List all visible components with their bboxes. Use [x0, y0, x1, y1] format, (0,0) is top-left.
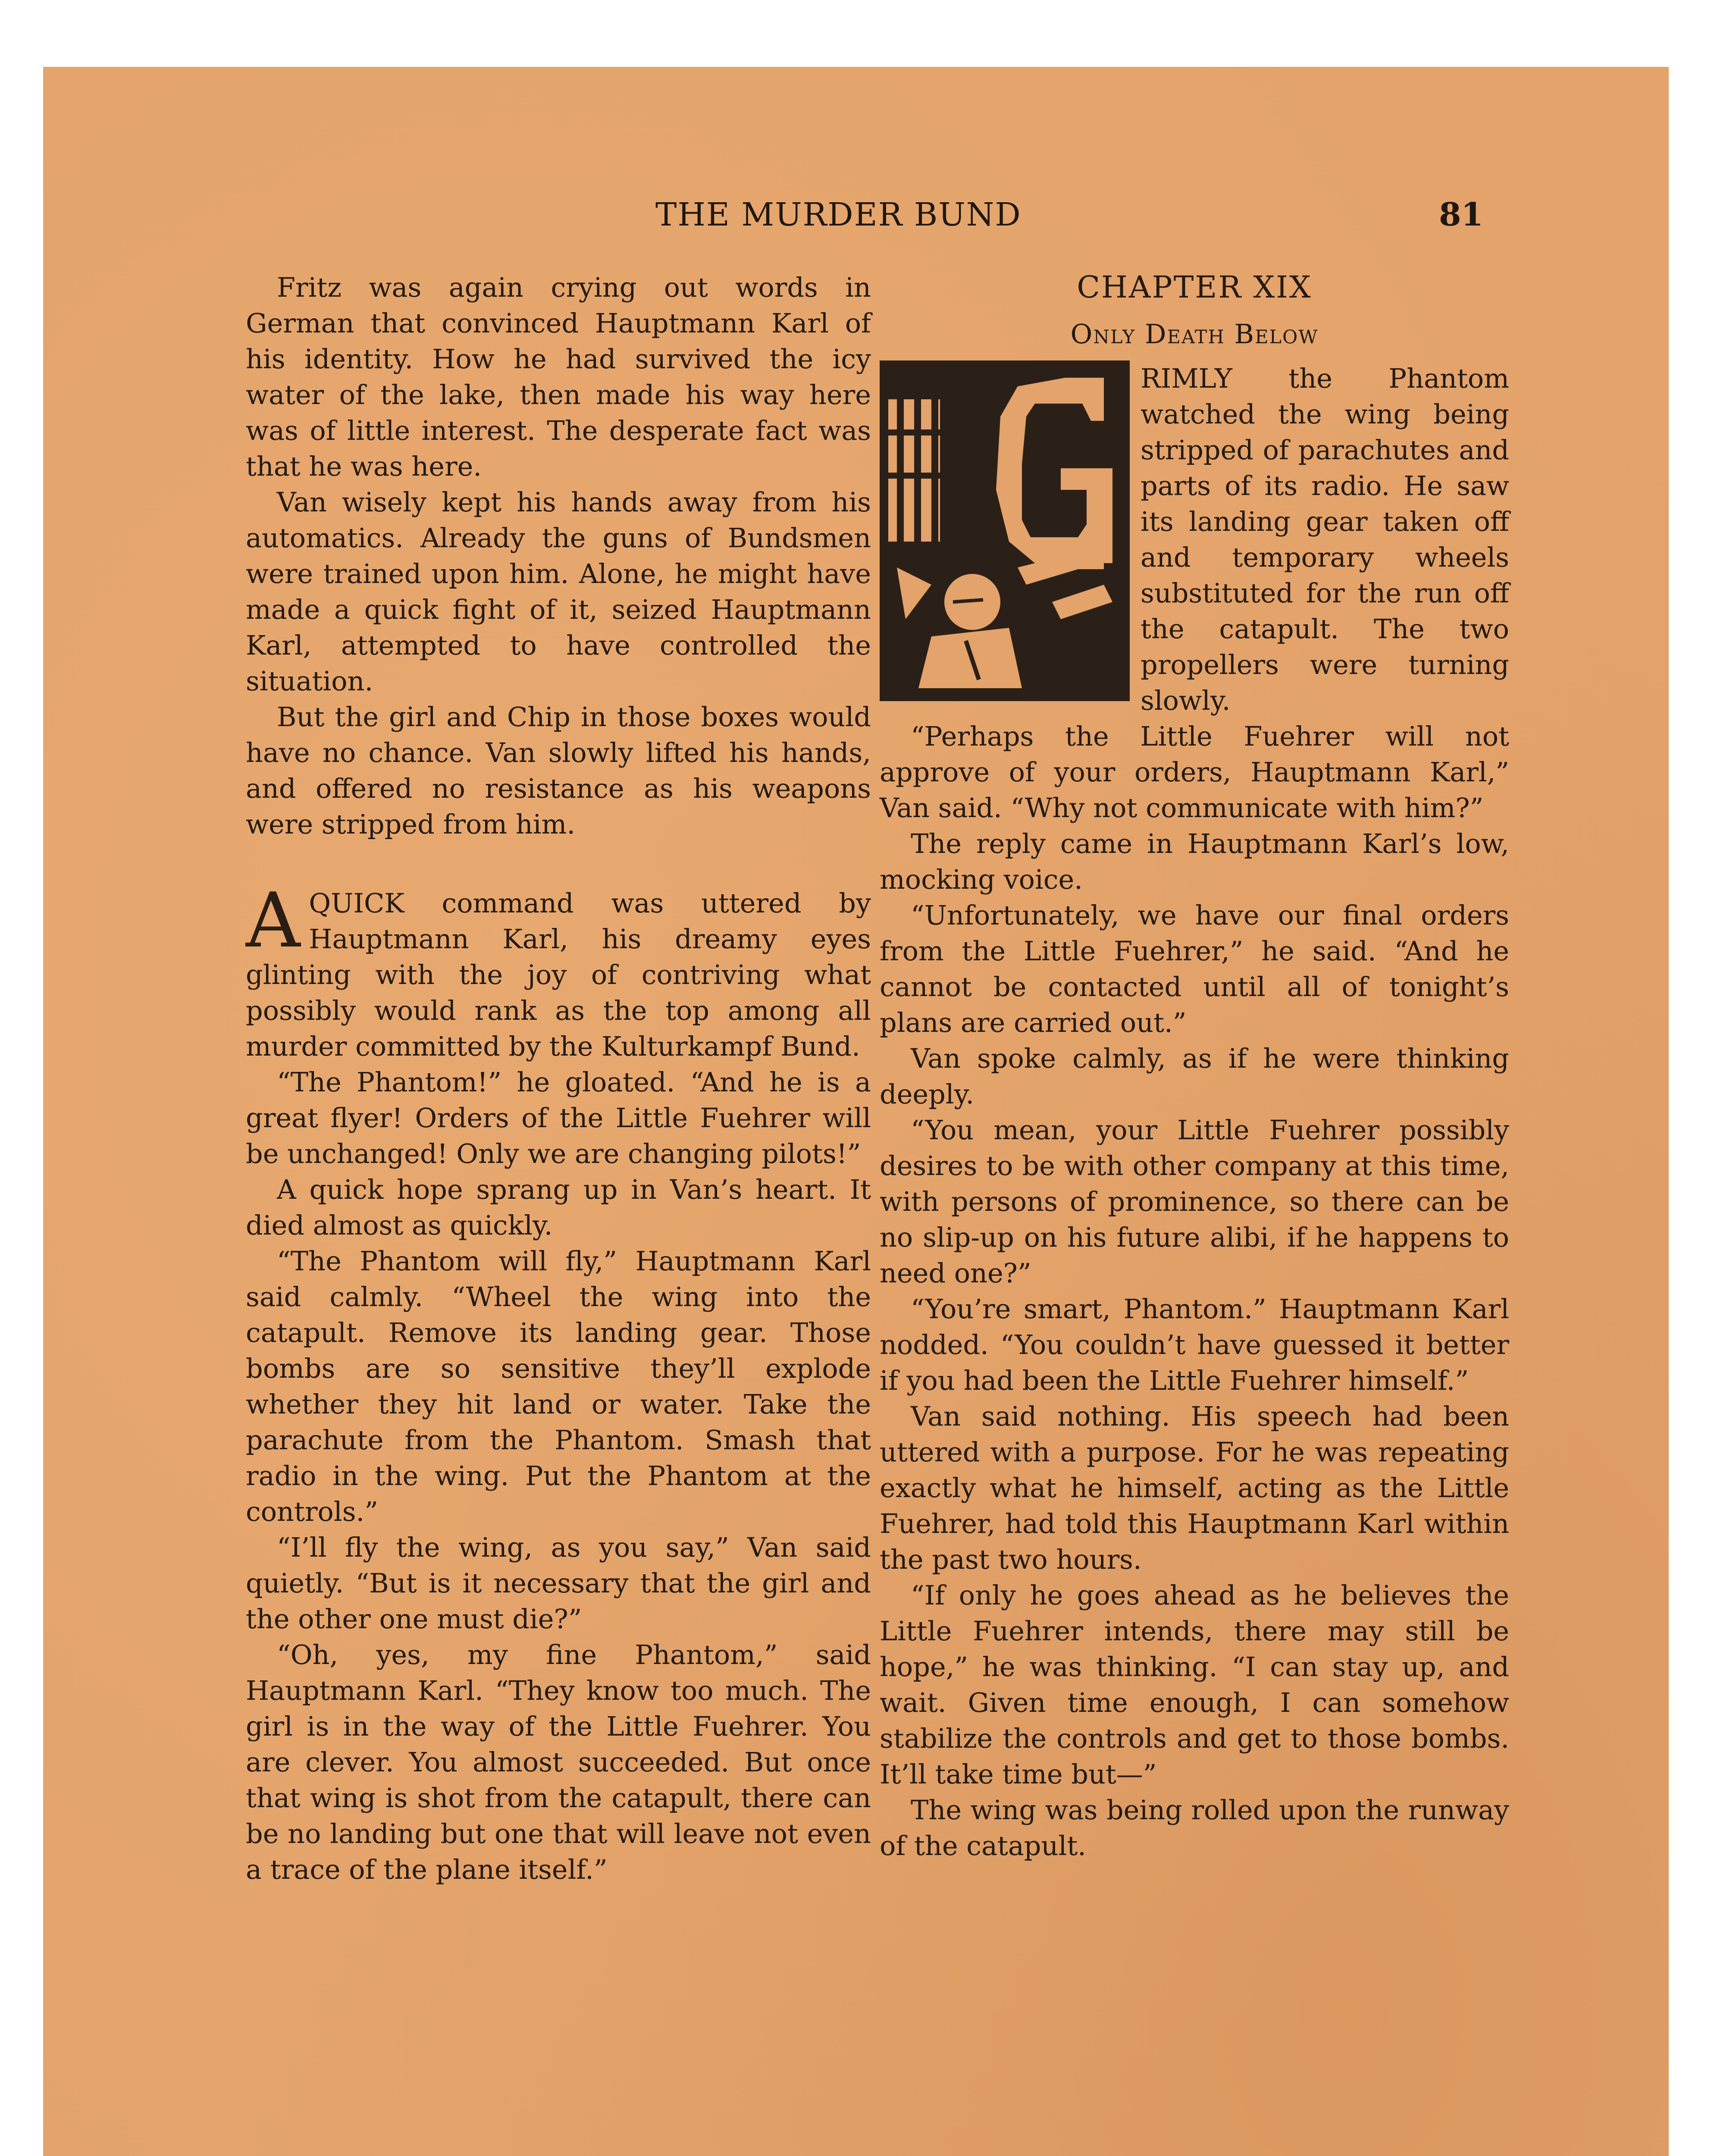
paragraph-section-start	[246, 877, 871, 1064]
drop-cap-g-illustration	[880, 360, 1130, 701]
paragraph-text: RIMLY the Phantom watched the wing being stripped of parachutes and parts of its radio. He saw its landing gear taken off and temporary wheels substituted for the run off the catapult. The two propellers were turning slowly.	[1141, 363, 1509, 716]
right-column	[880, 270, 1509, 1864]
paragraph: Van wisely kept his hands away from his automatics. Already the guns of Bundsmen were trained upon him. Alone, he might have made a quick fight of it, seized Hauptmann Karl, attempted to have controlled the situation.	[246, 486, 871, 697]
paragraph: “You mean, your Little Fuehrer possibly desires to be with other company at this time, with persons of prominence, so there can be no slip-up on his future alibi, if he happens to need one?”	[880, 1114, 1509, 1289]
paragraph: “If only he goes ahead as he believes the Little Fuehrer intends, there may still be hope,” he was thinking. “I can stay up, and wait. Given time enough, I can somehow stabilize the controls and get to those bombs. It’ll take time but—”	[880, 1579, 1509, 1790]
paragraph: Fritz was again crying out words in German that convinced Hauptmann Karl of his identity. How he had survived the icy water of the lake, then made his way here was of little interest. The desperate fact was that he was here.	[246, 272, 871, 482]
paragraph: “The Phantom!” he gloated. “And he is a great flyer! Orders of the Little Fuehrer will be unchanged! Only we are changing pilots!”	[246, 1066, 871, 1169]
paragraph: The wing was being rolled upon the runway of the catapult.	[880, 1794, 1509, 1861]
paragraph-text: QUICK command was uttered by Hauptmann Karl, his dreamy eyes glinting with the joy of contriving what possibly would rank as the top among all murder committed by the Kulturkampf Bund.	[246, 887, 871, 1062]
running-header	[43, 196, 1669, 244]
paragraph: “Unfortunately, we have our final orders from the Little Fuehrer,” he said. “And he cannot be contacted until all of tonight’s plans are carried out.”	[880, 899, 1509, 1038]
section-break	[246, 842, 871, 885]
paragraph: Van spoke calmly, as if he were thinking deeply.	[880, 1043, 1509, 1110]
magazine-page	[43, 67, 1669, 2156]
paragraph: But the girl and Chip in those boxes would have no chance. Van slowly lifted his hands, and offered no resistance as his weapons were stripped from him.	[246, 701, 871, 840]
paragraph: “You’re smart, Phantom.” Hauptmann Karl nodded. “You couldn’t have guessed it better if you had been the Little Fuehrer himself.”	[880, 1293, 1509, 1396]
drop-cap-a: A	[246, 877, 301, 965]
chapter-heading: CHAPTER XIX	[1077, 270, 1312, 305]
paragraph: “The Phantom will fly,” Hauptmann Karl said calmly. “Wheel the wing into the catapult. Remove its landing gear. Those bombs are so sensitive they’ll explode whether they hit land or water. Take the parachute from the Phantom. Smash that radio in the wing. Put the Phantom at the controls.”	[246, 1245, 871, 1527]
page-number: 81	[1439, 196, 1483, 233]
paragraph: The reply came in Hauptmann Karl’s low, mocking voice.	[880, 828, 1509, 895]
paragraph: Van said nothing. His speech had been uttered with a purpose. For he was repeating exactly what he himself, acting as the Little Fuehrer, had told this Hauptmann Karl within the past two hours.	[880, 1401, 1509, 1575]
illustration-graphic	[880, 360, 1130, 701]
paragraph: “I’ll fly the wing, as you say,” Van said quietly. “But is it necessary that the girl and the other one must die?”	[246, 1532, 871, 1635]
left-column	[246, 270, 871, 1887]
paragraph: A quick hope sprang up in Van’s heart. It died almost as quickly.	[246, 1174, 871, 1241]
paragraph: “Oh, yes, my fine Phantom,” said Hauptmann Karl. “They know too much. The girl is in the way of the Little Fuehrer. You are clever. You almost succeeded. But once that wing is shot from the catapult, there can be no landing but one that will leave not even a trace of the plane itself.”	[246, 1639, 871, 1885]
running-title: THE MURDER BUND	[655, 196, 1022, 233]
paragraph: “Perhaps the Little Fuehrer will not approve of your orders, Hauptmann Karl,” Van said. “Why not communicate with him?”	[880, 721, 1509, 824]
chapter-title: Only Death Below	[1070, 318, 1319, 350]
